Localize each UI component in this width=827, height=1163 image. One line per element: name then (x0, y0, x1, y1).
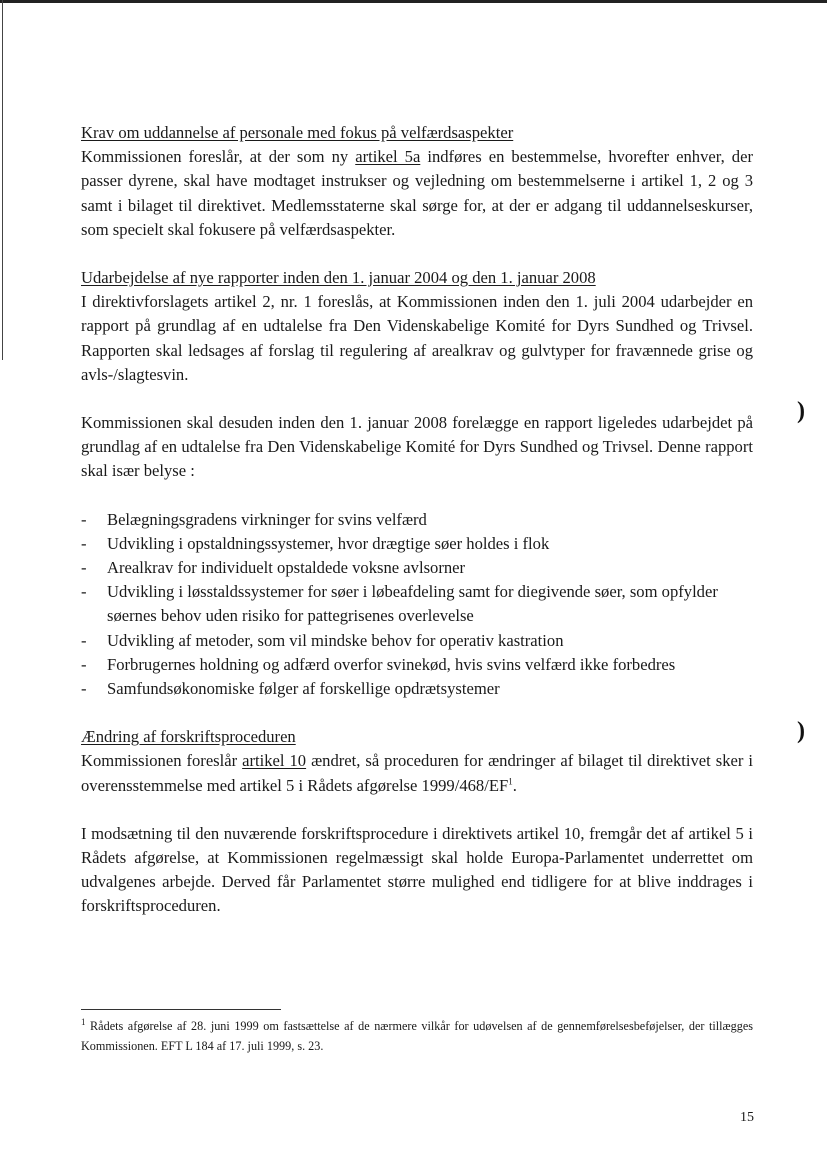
bullet-dash: - (81, 533, 87, 553)
list-item (81, 653, 753, 677)
list-item-text: Arealkrav for individuelt opstaldede voksne avlsorner (107, 558, 466, 578)
page-number: 15 (740, 1110, 754, 1125)
bullet-dash: - (81, 582, 87, 602)
binder-hole-mark: ) (797, 398, 805, 424)
list-item (81, 508, 753, 532)
binder-hole-mark: ) (797, 718, 805, 744)
bullet-dash: - (81, 509, 87, 529)
bullet-dash: - (81, 654, 87, 674)
text-run: Kommissionen foreslår (81, 751, 243, 771)
paragraph: I modsætning til den nuværende forskriftsprocedure i direktivets artikel 10, fremgår det af artikel 5 i Rådets afgørelse, at Kommissionen regelmæssigt skal holde Europa-Parlamentet underrettet om udvalgenes arbejde. Derved får Parlamentet større mulighed end tidligere for at blive inddrages i forskriftsproceduren. (81, 823, 753, 916)
paragraph: Kommissionen skal desuden inden den 1. januar 2008 forelægge en rapport ligeledes udarbejdet på grundlag af en udtalelse fra Den Videnskabelige Komité for Dyrs Sundhed og Trivsel. Denne rapport skal især belyse : (81, 413, 753, 481)
text-run: Kommissionen foreslår, at der som ny (81, 147, 356, 167)
bullet-dash: - (81, 558, 87, 578)
left-scan-edge (2, 0, 3, 360)
list-item-text: Udvikling i løsstaldssystemer for søer i løbeafdeling samt for diegivende søer, som opfylder søernes behov uden risiko for pattegrisenes overlevelse (107, 582, 718, 626)
footnote-marker: 1 (81, 1016, 86, 1027)
paragraph (81, 145, 753, 242)
article-reference: artikel 5a (355, 147, 421, 167)
list-item (81, 556, 753, 580)
section-new-reports (81, 266, 753, 701)
article-reference: artikel 10 (242, 751, 307, 771)
list-item (81, 580, 753, 628)
footnote (81, 1016, 753, 1056)
text-run: ændret, så proceduren for ændringer af bilaget til direktivet sker i overensstemmelse med artikel 5 i Rådets afgørelse 1999/468/EF (81, 751, 753, 795)
list-item-text: Udvikling af metoder, som vil mindske behov for operativ kastration (107, 630, 564, 650)
section-training-requirements (81, 121, 753, 242)
footnote-reference: 1 (508, 776, 513, 787)
list-item-text: Samfundsøkonomiske følger af forskellige opdrætsystemer (107, 679, 500, 699)
document-body (81, 121, 753, 919)
list-item (81, 629, 753, 653)
bullet-list (81, 508, 753, 702)
list-item (81, 532, 753, 556)
footnote-separator (81, 1009, 281, 1010)
section-procedure-change (81, 725, 753, 918)
list-item-text: Forbrugernes holdning og adfærd overfor svinekød, hvis svins velfærd ikke forbedres (107, 654, 676, 674)
section-heading: Krav om uddannelse af personale med fokus på velfærdsaspekter (81, 123, 514, 142)
list-item (81, 677, 753, 701)
footnote-text: Rådets afgørelse af 28. juni 1999 om fastsættelse af de nærmere vilkår for udøvelsen af de gennemførelsesbeføjelser, der tillægges Kommissionen. EFT L 184 af 17. juli 1999, s. 23. (81, 1019, 753, 1053)
text-run: . (512, 775, 517, 795)
list-item-text: Udvikling i opstaldningssystemer, hvor drægtige søer holdes i flok (107, 533, 550, 553)
section-heading: Udarbejdelse af nye rapporter inden den 1. januar 2004 og den 1. januar 2008 (81, 268, 596, 288)
text-run: indføres en bestemmelse, hvorefter enhver, der passer dyrene, skal have modtaget instrukser og vejledning om bestemmelserne i artikel 1, 2 og 3 samt i bilaget til direktivet. Medlemsstaterne skal sørge for, at der er adgang til uddannelseskurser, som specielt skal fokusere på velfærdsaspekter. (81, 147, 753, 239)
paragraph: I direktivforslagets artikel 2, nr. 1 foreslås, at Kommissionen inden den 1. juli 2004 udarbejder en rapport på grundlag af en udtalelse fra Den Videnskabelige Komité for Dyrs Sundhed og Trivsel. Rapporten skal ledsages af forslag til regulering af arealkrav og gulvtyper for fravænnede grise og avls-/slagtesvin. (81, 292, 753, 384)
top-border-rule (0, 0, 827, 3)
paragraph (81, 749, 753, 797)
section-heading: Ændring af forskriftsproceduren (81, 727, 296, 747)
bullet-dash: - (81, 630, 87, 650)
list-item-text: Belægningsgradens virkninger for svins velfærd (107, 509, 427, 529)
bullet-dash: - (81, 679, 87, 699)
